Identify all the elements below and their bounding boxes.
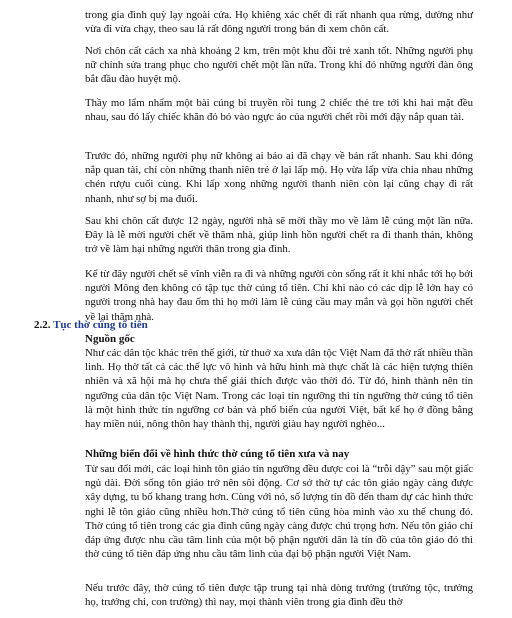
paragraph-burial-site: Nơi chôn cất cách xa nhà khoảng 2 km, trên một khu đồi trẻ xanh tốt. Những người phụ nữ chỉnh sửa trang phục cho người chết một lần nữa. Trong khi đó những người đàn ông bắt đầu đào huyệt mộ. (85, 45, 473, 86)
paragraph-funeral-procession: trong gia đình quỳ lạy ngoài cửa. Họ khiêng xác chết đi rất nhanh qua rừng, dường như vừa đi vừa chạy, theo sau là rất đông người trong bản đi xem chôn cất. (85, 9, 473, 36)
paragraph-no-ancestor-worship: Kể từ đây người chết sẽ vĩnh viễn ra đi và những người còn sống rất ít khi nhắc tới họ bởi người Mông đen không có tập tục thờ cúng tổ tiên. Chỉ khi nào có các dịp lễ lớn hay có người trong nhà hay đau ốm thì họ mới làm lễ cúng cầu may mắn và gọi hồn người chết về lại thăm nhà. (85, 268, 473, 323)
paragraph-twelve-days: Sau khi chôn cất được 12 ngày, người nhà sẽ mời thầy mo về làm lễ cúng một lần nữa. Đây là lễ mời người chết về thăm nhà, giúp linh hồn người chết ra đi thanh thản, không trở về làm hại những người thân trong gia đình. (85, 215, 473, 256)
paragraph-shaman-ritual: Thầy mo lẩm nhẩm một bài cúng bí truyền rồi tung 2 chiếc thẻ tre tới khi hai mặt đều nhau, sau đó lấy chiếc khăn đỏ bỏ vào ngực áo của người chết rồi mới đậy nắp quan tài. (85, 97, 473, 124)
paragraph-women-leave: Trước đó, những người phụ nữ không ai bảo ai đã chạy về bản rất nhanh. Sau khi đóng nắp quan tài, chỉ còn những thanh niên trẻ ở lại lấp mộ. Họ vừa lấp vừa chia nhau những chén rượu cuối cùng. Khi lấp xong những người thanh niên còn lại cũng chạy đi rất nhanh, như sợ bị ma đuổi. (85, 150, 473, 205)
section-heading (34, 318, 148, 332)
section-title: Tục thờ cúng tổ tiên (53, 319, 148, 331)
paragraph-past-practice: Nếu trước đây, thờ cúng tổ tiên được tập trung tại nhà dòng trưởng (trưởng tộc, trưởng họ, trưởng chi, con trưởng) thì nay, mọi thành viên trong gia đình đều thờ (85, 582, 473, 609)
subheading-changes: Những biến đổi về hình thức thờ cúng tổ tiên xưa và nay (85, 448, 350, 460)
subheading-origin: Nguồn gốc (85, 333, 135, 345)
paragraph-changes-body: Từ sau đổi mới, các loại hình tôn giáo tín ngưỡng đều được coi là “trỗi dậy” sau một giấc ngủ dài. Đời sống tôn giáo trở nên sôi động. Cơ sở thờ tự các tôn giáo ngày càng được xây dựng, tu bổ khang trang hơn. Cùng với nó, số lượng tín đồ đến tham dự các hình thức nghi lễ tôn giáo cũng nhiều hơn.Thờ cúng tổ tiên cũng hòa mình vào xu thế chung đó. Thờ cúng tổ tiên trong các gia đình cũng ngày càng được chú trọng hơn. Nếu tôn giáo chỉ đáp ứng được nhu cầu tâm linh của một bộ phận người dân là tín đồ của tôn giáo đó thì thờ cúng tổ tiên đáp ứng nhu cầu tâm linh của đại bộ phận người Việt Nam. (85, 463, 473, 561)
paragraph-origin-body: Như các dân tộc khác trên thế giới, từ thuở xa xưa dân tộc Việt Nam đã thờ rất nhiều thần linh. Họ thờ tất cả các thế lực vô hình và hữu hình mà thực chất là các hiện tượng thiên nhiên và xã hội mà họ chưa thể giải thích được vào thời đó. Từ đó, hình thành nên tín ngưỡng của dân tộc Việt Nam. Trong các loại tín ngưỡng thì tín ngưỡng thờ cúng tổ tiên là một hình thức tín ngưỡng cơ bản và phổ biến của người Việt, bất kể họ ở đồng bằng hay miền núi, nông thôn hay thành thị, người giàu hay người nghèo... (85, 347, 473, 431)
section-number: 2.2. (34, 319, 51, 331)
